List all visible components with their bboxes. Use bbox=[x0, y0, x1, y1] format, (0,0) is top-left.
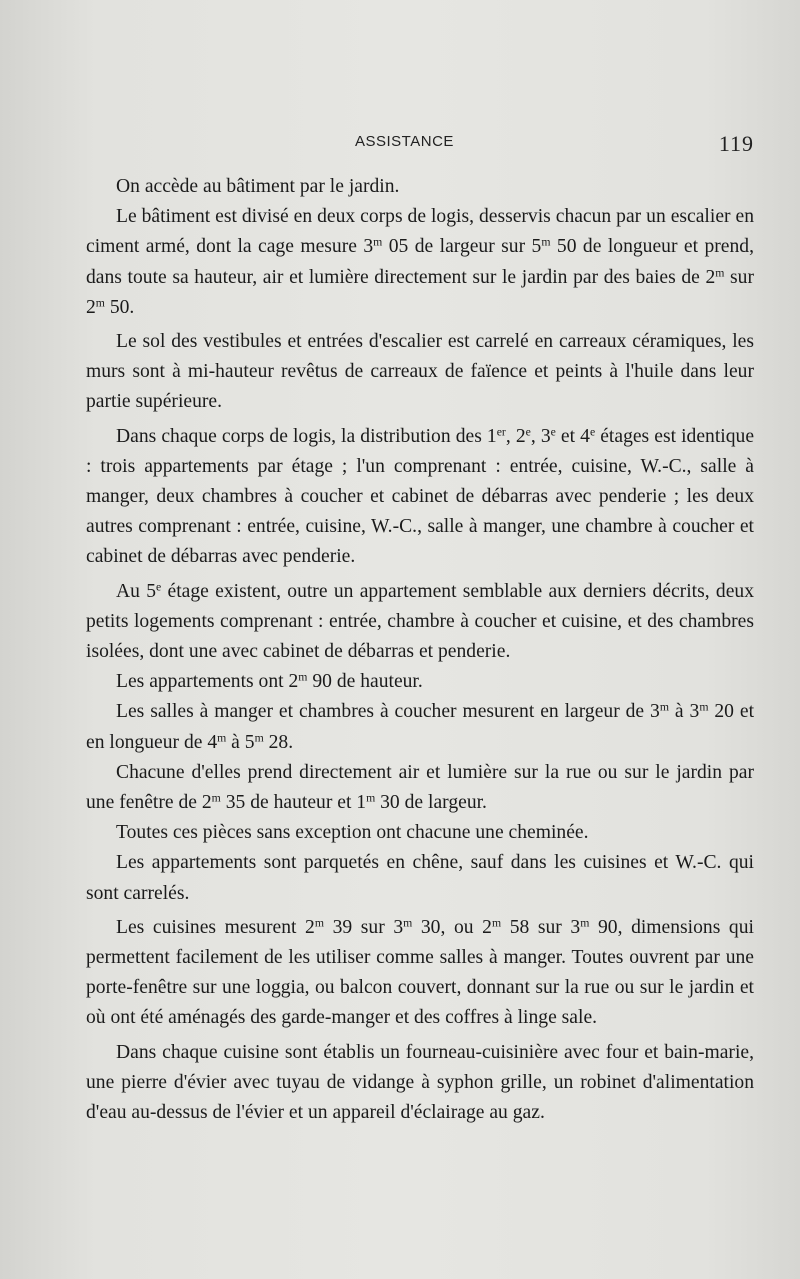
paragraph: Les cuisines mesurent 2$^m$ 39 sur 3$^m$ 30, ou 2$^m$ 58 sur 3$^m$ 90, dimensions qui permettent facilement de les utiliser comme salles à manger. Toutes ouvrent par une porte-fenêtre sur une loggia, ou balcon couvert, donnant sur la rue ou sur le jardin et où ont été aménagés des garde-manger et des coffres à linge sale. bbox=[86, 916, 754, 1029]
paragraph: Toutes ces pièces sans exception ont chacune une cheminée. bbox=[116, 822, 589, 844]
page-number: 119 bbox=[718, 131, 754, 156]
paragraph: Dans chaque cuisine sont établis un fourneau-cuisinière avec four et bain-marie, une pierre d'évier avec tuyau de vidange à syphon grille, un robinet d'alimentation d'eau au-dessus de l'évier et un appareil d'éclairage au gaz. bbox=[86, 1041, 754, 1124]
body-text bbox=[86, 172, 754, 1128]
paragraph: Le bâtiment est divisé en deux corps de logis, desservis chacun par un escalier en ciment armé, dont la cage mesure 3$^m$ 05 de largeur sur 5$^m$ 50 de longueur et prend, dans toute sa hauteur, air et lumière directement sur le jardin par des baies de 2$^m$ sur 2$^m$ 50. bbox=[86, 206, 754, 318]
running-head: ASSISTANCE bbox=[355, 133, 454, 150]
page-header bbox=[0, 133, 800, 157]
paragraph: Chacune d'elles prend directement air et lumière sur la rue ou sur le jardin par une fenêtre de 2$^m$ 35 de hauteur et 1$^m$ 30 de largeur. bbox=[86, 761, 754, 814]
paragraph: Les appartements ont 2$^m$ 90 de hauteur. bbox=[116, 670, 423, 693]
paragraph: Au 5e étage existent, outre un appartement semblable aux derniers décrits, deux petits logements comprenant : entrée, chambre à coucher et cuisine, et des chambres isolées, dont une avec cabinet de débarras et penderie. bbox=[86, 580, 754, 663]
paragraph: On accède au bâtiment par le jardin. bbox=[116, 176, 400, 197]
paragraph: Les salles à manger et chambres à coucher mesurent en largeur de 3$^m$ à 3$^m$ 20 et en longueur de 4$^m$ à 5$^m$ 28. bbox=[86, 701, 755, 753]
paragraph: Les appartements sont parquetés en chêne, sauf dans les cuisines et W.-C. qui sont carrelés. bbox=[86, 852, 754, 904]
paragraph: Dans chaque corps de logis, la distribution des 1er, 2e, 3e et 4e étages est identique : trois appartements par étage ; l'un comprenant : entrée, cuisine, W.-C., salle à manger, deux chambres à coucher et cabinet de débarras avec penderie ; les deux autres comprenant : entrée, cuisine, W.-C., salle à manger, une chambre à coucher et cabinet de débarras avec penderie. bbox=[86, 425, 755, 568]
paragraph: Le sol des vestibules et entrées d'escalier est carrelé en carreaux céramiques, les murs sont à mi-hauteur revêtus de carreaux de faïence et peints à l'huile dans leur partie supérieure. bbox=[86, 331, 754, 413]
